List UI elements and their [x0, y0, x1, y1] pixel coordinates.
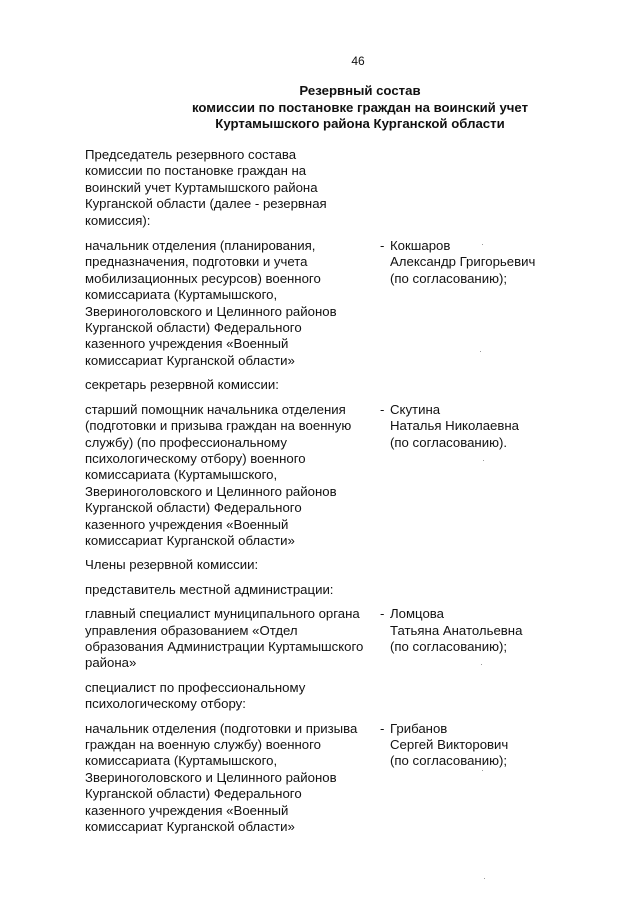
text-line: психологическому отбору:	[85, 696, 246, 712]
person-note: (по согласованию);	[390, 753, 508, 769]
text-line: Звериноголовского и Целинного районов	[85, 303, 337, 319]
text-line: (подготовки и призыва граждан на военную	[85, 418, 352, 434]
local-admin-heading: представитель местной администрации:	[85, 581, 334, 597]
text-line: старший помощник начальника отделения	[85, 401, 346, 417]
chairman-heading	[85, 147, 555, 229]
text-line: комиссариата (Куртамышского,	[85, 287, 278, 303]
person-surname: Скутина	[390, 401, 441, 417]
text-line: комиссия):	[85, 212, 151, 228]
text-line: предназначения, подготовки и учета	[85, 254, 308, 270]
text-line: службу) (по профессиональному	[85, 434, 287, 450]
scan-speck	[480, 351, 481, 352]
document-title	[150, 83, 570, 133]
dash-separator: -	[380, 238, 385, 254]
text-line: комиссариат Курганской области»	[85, 352, 295, 368]
title-line: Куртамышского района Курганской области	[215, 116, 505, 131]
text-line: казенного учреждения «Военный	[85, 516, 289, 532]
text-line: специалист по профессиональному	[85, 679, 306, 695]
person-name: Александр Григорьевич	[390, 254, 536, 270]
chairman-entry	[85, 238, 555, 369]
text-line: Председатель резервного состава	[85, 147, 297, 162]
secretary-heading: секретарь резервной комиссии:	[85, 377, 279, 393]
chairman-position	[85, 238, 377, 369]
document-body	[85, 147, 555, 835]
scan-speck	[482, 244, 483, 245]
text-line: Курганской области (далее - резервная	[85, 196, 327, 212]
secretary-position	[85, 402, 377, 550]
members-heading: Члены резервной комиссии:	[85, 557, 259, 573]
person-note: (по согласованию);	[390, 270, 508, 286]
text-line: управления образованием «Отдел	[85, 622, 298, 638]
person-surname: Кокшаров	[390, 238, 451, 254]
person-note: (по согласованию).	[390, 434, 508, 450]
title-line: комиссии по постановке граждан на воинский учет	[191, 99, 529, 115]
member-person	[380, 606, 555, 655]
member-position	[85, 606, 377, 672]
text-line: комиссариат Курганской области»	[85, 532, 295, 548]
person-name: Сергей Викторович	[390, 737, 509, 752]
text-line: казенного учреждения «Военный	[85, 336, 289, 352]
secretary-entry	[85, 402, 555, 550]
text-line: начальник отделения (подготовки и призыва	[85, 720, 358, 736]
text-line: комиссариата (Куртамышского,	[85, 753, 278, 769]
psych-heading	[85, 680, 555, 713]
text-line: начальник отделения (планирования,	[85, 238, 316, 254]
text-line: Звериноголовского и Целинного районов	[85, 483, 337, 499]
text-line: Курганской области) Федерального	[85, 320, 302, 336]
text-line: главный специалист муниципального органа	[85, 606, 360, 622]
secretary-person	[380, 402, 555, 451]
text-line: комиссариат Курганской области»	[85, 819, 295, 835]
person-name: Татьяна Анатольевна	[390, 622, 523, 638]
text-line: комиссариата (Куртамышского,	[85, 467, 278, 483]
scan-speck	[481, 664, 482, 665]
page-number: 46	[351, 54, 365, 68]
scan-speck	[484, 878, 485, 879]
dash-separator: -	[380, 720, 385, 736]
member-entry	[85, 606, 555, 672]
text-line: комиссии по постановке граждан на	[85, 163, 307, 179]
text-line: психологическому отбору) военного	[85, 450, 306, 466]
title-line: Резервный состав	[299, 83, 421, 98]
chairman-person	[380, 238, 555, 287]
text-line: мобилизационных ресурсов) военного	[85, 270, 321, 286]
text-line: образования Администрации Куртамышского	[85, 638, 364, 654]
text-line: граждан на военную службу) военного	[85, 737, 321, 752]
text-line: Курганской области) Федерального	[85, 786, 302, 802]
member-position	[85, 721, 377, 836]
person-note: (по согласованию);	[390, 638, 508, 654]
member-entry	[85, 721, 555, 836]
member-person	[380, 721, 555, 770]
scan-speck	[482, 770, 483, 771]
person-surname: Ломцова	[390, 606, 444, 622]
person-surname: Грибанов	[390, 720, 448, 736]
text-line: района»	[85, 655, 137, 671]
person-name: Наталья Николаевна	[390, 418, 520, 434]
dash-separator: -	[380, 401, 385, 417]
text-line: казенного учреждения «Военный	[85, 802, 289, 818]
text-line: Курганской области) Федерального	[85, 500, 302, 516]
text-line: воинский учет Куртамышского района	[85, 179, 318, 195]
text-line: Звериноголовского и Целинного районов	[85, 769, 337, 785]
dash-separator: -	[380, 606, 385, 622]
scan-speck	[483, 460, 484, 461]
